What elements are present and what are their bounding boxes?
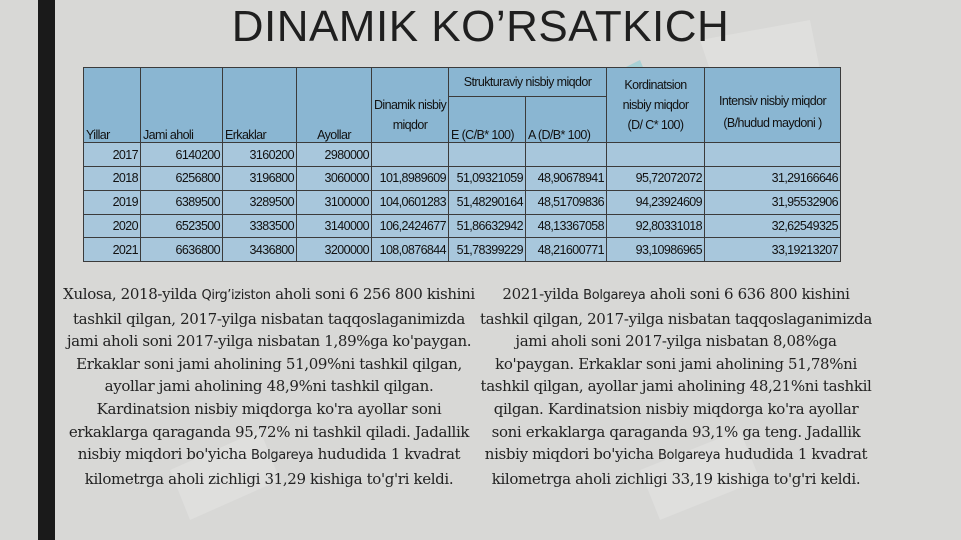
table-cell: 31,29166646 <box>705 167 841 191</box>
header-kord-line3: (D/ C* 100) <box>627 118 684 133</box>
left-country-1: Qirg’iziston <box>201 288 271 303</box>
header-erkaklar: Erkaklar <box>223 68 297 143</box>
table-cell <box>705 143 841 167</box>
table-cell <box>526 143 607 167</box>
header-dinamik-line1: Dinamik nisbiy <box>374 98 447 113</box>
header-dinamik <box>372 68 449 143</box>
header-dinamik-line2: miqdor <box>392 118 428 133</box>
table-cell: 6389500 <box>141 190 223 214</box>
table-cell: 31,95532906 <box>705 190 841 214</box>
table-row <box>84 214 841 238</box>
table-cell: 48,51709836 <box>526 190 607 214</box>
header-intensiv <box>705 68 841 143</box>
table-cell: 101,8989609 <box>372 167 449 191</box>
table-cell: 32,62549325 <box>705 214 841 238</box>
table-cell: 3196800 <box>223 167 297 191</box>
header-intensiv-line2: (B/hudud maydoni ) <box>723 116 822 131</box>
left-text-part1: Xulosa, 2018-yilda <box>63 285 202 303</box>
table-cell: 48,90678941 <box>526 167 607 191</box>
table-body <box>84 143 841 262</box>
header-strukturaviy: Strukturaviy nisbiy miqdor <box>449 68 607 97</box>
left-summary-text <box>62 283 476 490</box>
right-text-part1: 2021-yilda <box>502 285 584 303</box>
right-country-2: Bolgareya <box>657 448 721 464</box>
table-cell: 51,86632942 <box>449 214 526 238</box>
header-a: A (D/B* 100) <box>526 96 607 142</box>
statistics-table <box>83 67 841 262</box>
right-summary-text <box>477 283 875 490</box>
header-kord-line2: nisbiy miqdor <box>622 98 689 113</box>
table-cell: 3289500 <box>223 190 297 214</box>
table-cell: 48,13367058 <box>526 214 607 238</box>
left-text-part3: hududida 1 kvadrat kilometrga aholi zichligi 31,29 kishiga to'g'ri keldi. <box>84 445 461 488</box>
table-cell: 95,72072072 <box>607 167 705 191</box>
table-row <box>84 167 841 191</box>
table-cell: 6140200 <box>141 143 223 167</box>
header-kord-line1: Kordinatsion <box>624 78 687 93</box>
table-cell: 104,0601283 <box>372 190 449 214</box>
table-row <box>84 143 841 167</box>
table-cell: 106,2424677 <box>372 214 449 238</box>
header-e: E (C/B* 100) <box>449 96 526 142</box>
header-intensiv-line1: Intensiv nisbiy miqdor <box>719 94 827 109</box>
table-cell: 51,09321059 <box>449 167 526 191</box>
table-cell <box>607 143 705 167</box>
table-cell: 48,21600771 <box>526 238 607 262</box>
table-row <box>84 238 841 262</box>
table-cell: 6636800 <box>141 238 223 262</box>
table-cell: 2018 <box>84 167 141 191</box>
table-row <box>84 190 841 214</box>
right-country-1: Bolgareya <box>583 288 646 303</box>
table-cell: 51,78399229 <box>449 238 526 262</box>
left-accent-bar <box>38 0 55 540</box>
table-cell: 94,23924609 <box>607 190 705 214</box>
left-country-2: Bolgareya <box>250 448 314 464</box>
table-cell <box>449 143 526 167</box>
table-cell <box>372 143 449 167</box>
table-cell: 3436800 <box>223 238 297 262</box>
right-text-part3: hududida 1 kvadrat kilometrga aholi zichligi 33,19 kishiga to'g'ri keldi. <box>491 445 868 488</box>
table-cell: 6523500 <box>141 214 223 238</box>
right-text-part2: aholi soni 6 636 800 kishini tashkil qilgan, 2017-yilga nisbatan taqqoslaganimizda jami aholi soni 2017-yilga nisbatan 8,08%ga ko'paygan. Erkaklar soni jami aholining 51,78%ni tashkil qilgan, ayollar jami aholining 48,21%ni tashkil qilgan. Kardinatsion nisbiy miqdorga ko'ra ayollar soni erkaklarga qaraganda 93,1% ga teng. Jadallik nisbiy miqdori bo'yicha <box>479 285 872 464</box>
header-yillar: Yillar <box>84 68 141 143</box>
table-cell: 3160200 <box>223 143 297 167</box>
table-cell: 2019 <box>84 190 141 214</box>
table-cell: 51,48290164 <box>449 190 526 214</box>
page-title: DINAMIK KO’RSATKICH <box>231 2 730 51</box>
table-cell: 3100000 <box>297 190 372 214</box>
table-cell: 2017 <box>84 143 141 167</box>
table-cell: 3383500 <box>223 214 297 238</box>
table-cell: 6256800 <box>141 167 223 191</box>
table-cell: 2980000 <box>297 143 372 167</box>
table-cell: 33,19213207 <box>705 238 841 262</box>
left-text-part2: aholi soni 6 256 800 kishini tashkil qilgan, 2017-yilga nisbatan taqqoslaganimizda jami aholi soni 2017-yilga nisbatan 1,89%ga ko'paygan. Erkaklar soni jami aholining 51,09%ni tashkil qilgan, ayollar jami aholining 48,9%ni tashkil qilgan. Kardinatsion nisbiy miqdorga ko'ra ayollar soni erkaklarga qaraganda 95,72% ni tashkil qiladi. Jadallik nisbiy miqdori bo'yicha <box>66 285 475 464</box>
table-cell: 108,0876844 <box>372 238 449 262</box>
header-kordinatsion <box>607 68 705 143</box>
table-cell: 92,80331018 <box>607 214 705 238</box>
table-cell: 3060000 <box>297 167 372 191</box>
table-cell: 93,10986965 <box>607 238 705 262</box>
table-cell: 2021 <box>84 238 141 262</box>
table-cell: 3200000 <box>297 238 372 262</box>
header-jami-aholi: Jami aholi <box>141 68 223 143</box>
table-cell: 2020 <box>84 214 141 238</box>
table-cell: 3140000 <box>297 214 372 238</box>
header-ayollar: Ayollar <box>297 68 372 143</box>
table-header-row-1 <box>84 68 841 97</box>
